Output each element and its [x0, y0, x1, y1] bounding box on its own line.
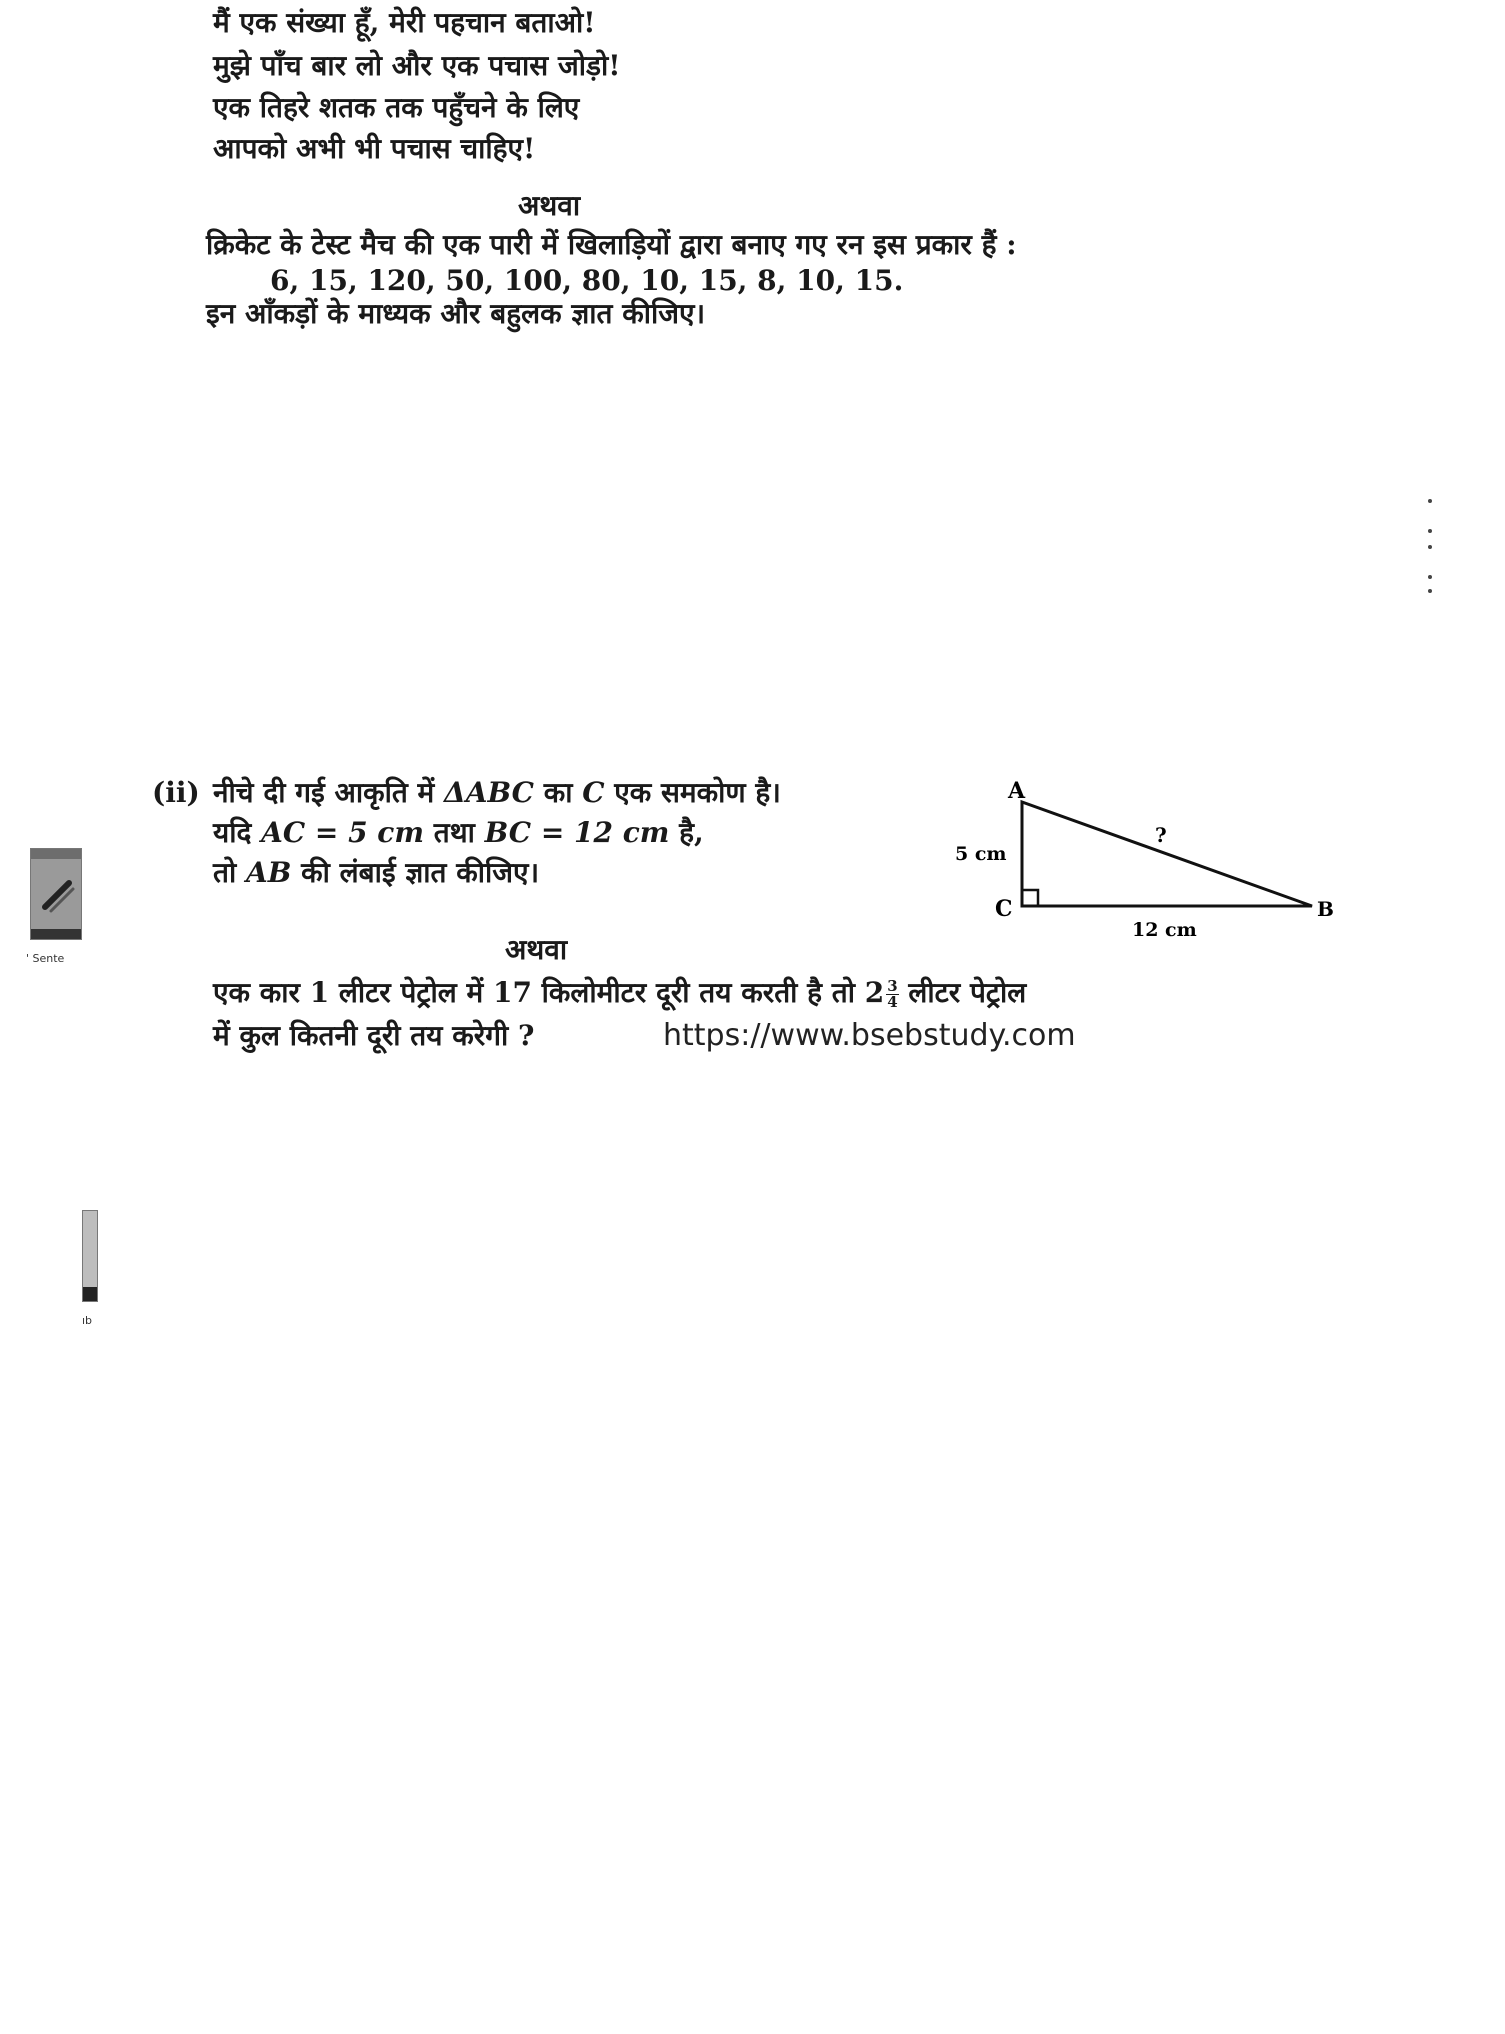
- q-math-triangle: ΔABC: [444, 776, 534, 809]
- q-math-ac: AC = 5 cm: [261, 816, 424, 849]
- triangle-figure: [945, 770, 1345, 945]
- q-math-ab: AB: [245, 856, 292, 889]
- riddle-line-2: मुझे पाँच बार लो और एक पचास जोड़ो!: [213, 49, 621, 82]
- or-heading-2: अथवा: [505, 933, 568, 966]
- q-text: तो: [213, 856, 246, 889]
- side-caption-2: ıb: [82, 1314, 93, 1327]
- vertex-c-label: C: [995, 896, 1013, 922]
- side-bc-label: 12 cm: [1132, 919, 1197, 941]
- car-text: एक कार 1 लीटर पेट्रोल में 17 किलोमीटर दूरी तय करती है तो 2: [213, 976, 885, 1009]
- car-line-2: में कुल कितनी दूरी तय करेगी ?: [213, 1019, 535, 1052]
- q-text: यदि: [213, 816, 262, 849]
- triangle-shape: [1022, 802, 1312, 906]
- vertex-b-label: B: [1317, 897, 1334, 921]
- q-text: तथा: [423, 816, 485, 849]
- side-caption-1: ' Sente: [26, 952, 65, 965]
- mixed-fraction: [886, 979, 898, 1010]
- pen-icon: [31, 849, 81, 939]
- car-text: लीटर पेट्रोल: [898, 976, 1027, 1009]
- q-text: की लंबाई ज्ञात कीजिए।: [291, 856, 540, 889]
- side-ac-label: 5 cm: [955, 843, 1007, 865]
- vertex-a-label: A: [1008, 778, 1026, 804]
- q-math-bc: BC = 12 cm: [484, 816, 670, 849]
- q-text: है,: [669, 816, 704, 849]
- side-widget-icon: [30, 848, 82, 940]
- margin-dots: [1420, 495, 1440, 605]
- fraction-numerator: 3: [887, 977, 898, 995]
- riddle-line-1: मैं एक संख्या हूँ, मेरी पहचान बताओ!: [213, 6, 596, 39]
- or-heading-1: अथवा: [518, 189, 581, 222]
- cricket-line-1: क्रिकेट के टेस्ट मैच की एक पारी में खिलाड़ियों द्वारा बनाए गए रन इस प्रकार हैं :: [206, 228, 1017, 261]
- cricket-data: 6, 15, 120, 50, 100, 80, 10, 15, 8, 10, 15.: [270, 264, 904, 297]
- car-line-1: [213, 975, 1026, 1011]
- question-ii-line-2: [213, 815, 704, 851]
- question-ii-line-3: [213, 855, 539, 891]
- q-math-c: C: [582, 776, 605, 809]
- question-number: (ii): [152, 776, 200, 809]
- fraction-denominator: 4: [887, 993, 898, 1011]
- right-angle-marker: [1022, 890, 1038, 906]
- watermark-url: https://www.bsebstudy.com: [663, 1018, 1076, 1053]
- side-widget-bar: [82, 1210, 98, 1302]
- q-text: एक समकोण है।: [604, 776, 781, 809]
- q-text: का: [533, 776, 583, 809]
- question-ii-line-1: [213, 775, 781, 811]
- q-text: नीचे दी गई आकृति में: [213, 776, 445, 809]
- cricket-line-3: इन आँकड़ों के माध्यक और बहुलक ज्ञात कीजिए।: [206, 297, 706, 330]
- side-ab-label: ?: [1155, 823, 1167, 847]
- riddle-line-4: आपको अभी भी पचास चाहिए!: [213, 132, 536, 165]
- riddle-line-3: एक तिहरे शतक तक पहुँचने के लिए: [213, 91, 580, 124]
